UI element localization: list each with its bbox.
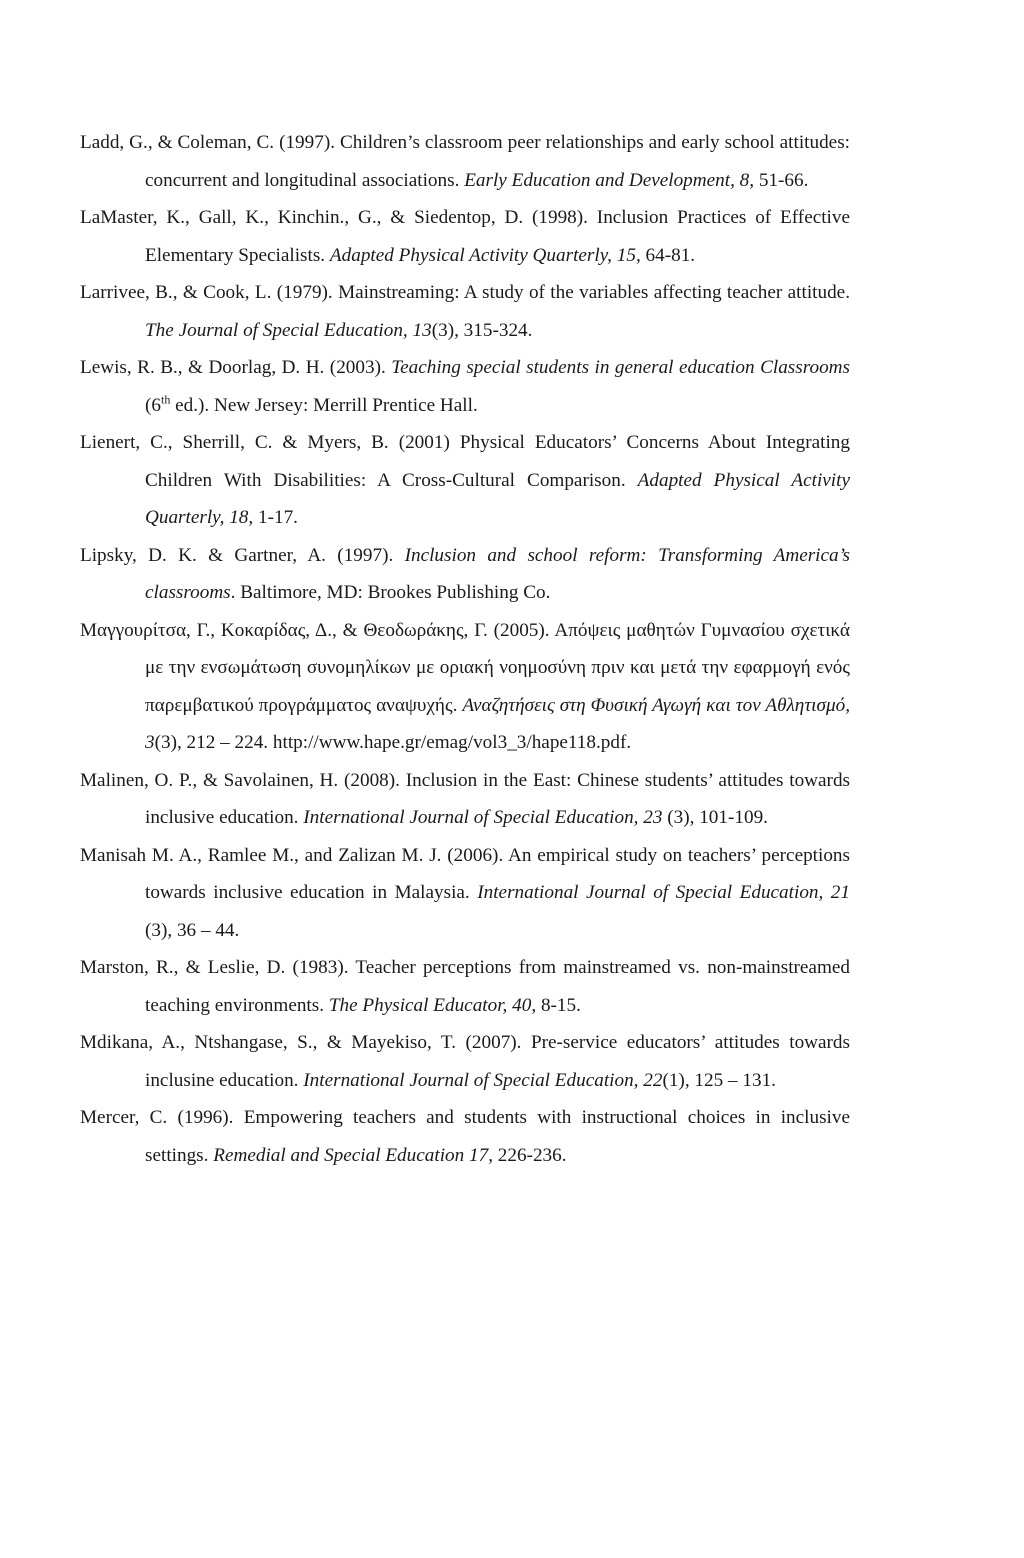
reference-entry-lamaster: LaMaster, K., Gall, K., Kinchin., G., & Siedentop, D. (1998). Inclusion Practices of Effective Elementary Specialists. Adapted Physical Activity Quarterly, 15, 64-81. [80,207,850,266]
reference-list [80,124,850,1174]
reference-entry-lienert: Lienert, C., Sherrill, C. & Myers, B. (2001) Physical Educators’ Concerns About Integrating Children With Disabilities: A Cross-Cultural Comparison. Adapted Physical Activity Quarterly, 18, 1-17. [80,432,850,528]
reference-entry-lewis: Lewis, R. B., & Doorlag, D. H. (2003). Teaching special students in general education Classrooms (6th ed.). New Jersey: Merrill Prentice Hall. [80,357,850,416]
reference-entry-mercer: Mercer, C. (1996). Empowering teachers and students with instructional choices in inclusive settings. Remedial and Special Education 17, 226-236. [80,1107,850,1166]
reference-entry-marston: Marston, R., & Leslie, D. (1983). Teacher perceptions from mainstreamed vs. non-mainstreamed teaching environments. The Physical Educator, 40, 8-15. [80,957,850,1016]
reference-entry-mdikana: Mdikana, A., Ntshangase, S., & Mayekiso, T. (2007). Pre-service educators’ attitudes towards inclusine education. International Journal of Special Education, 22(1), 125 – 131. [80,1032,850,1091]
reference-entry-malinen: Malinen, O. P., & Savolainen, H. (2008). Inclusion in the East: Chinese students’ attitudes towards inclusive education. International Journal of Special Education, 23 (3), 101-109. [80,769,850,828]
reference-entry-ladd: Ladd, G., & Coleman, C. (1997). Children’s classroom peer relationships and early school attitudes: concurrent and longitudinal associations. Early Education and Development, 8, 51-66. [80,132,850,191]
reference-entry-larrivee: Larrivee, B., & Cook, L. (1979). Mainstreaming: A study of the variables affecting teacher attitude. The Journal of Special Education, 13(3), 315-324. [80,282,850,341]
reference-entry-lipsky: Lipsky, D. K. & Gartner, A. (1997). Inclusion and school reform: Transforming America’s classrooms. Baltimore, MD: Brookes Publishing Co. [80,544,850,603]
reference-entry-manisah: Manisah M. A., Ramlee M., and Zalizan M. J. (2006). An empirical study on teachers’ perceptions towards inclusive education in Malaysia. International Journal of Special Education, 21 (3), 36 – 44. [80,844,850,941]
reference-entry-maggouritsa: Μαγγουρίτσα, Γ., Κοκαρίδας, Δ., & Θεοδωράκης, Γ. (2005). Απόψεις μαθητών Γυμνασίου σχετικά με την ενσωμάτωση συνομηλίκων με οριακή νοημοσύνη πριν και μετά την εφαρμογή ενός παρεμβατικού προγράμματος αναψυχής. Αναζητήσεις στη Φυσική Αγωγή και τον Αθλητισμό, 3(3), 212 – 224. http://www.hape.gr/emag/vol3_3/hape118.pdf. [80,619,851,753]
